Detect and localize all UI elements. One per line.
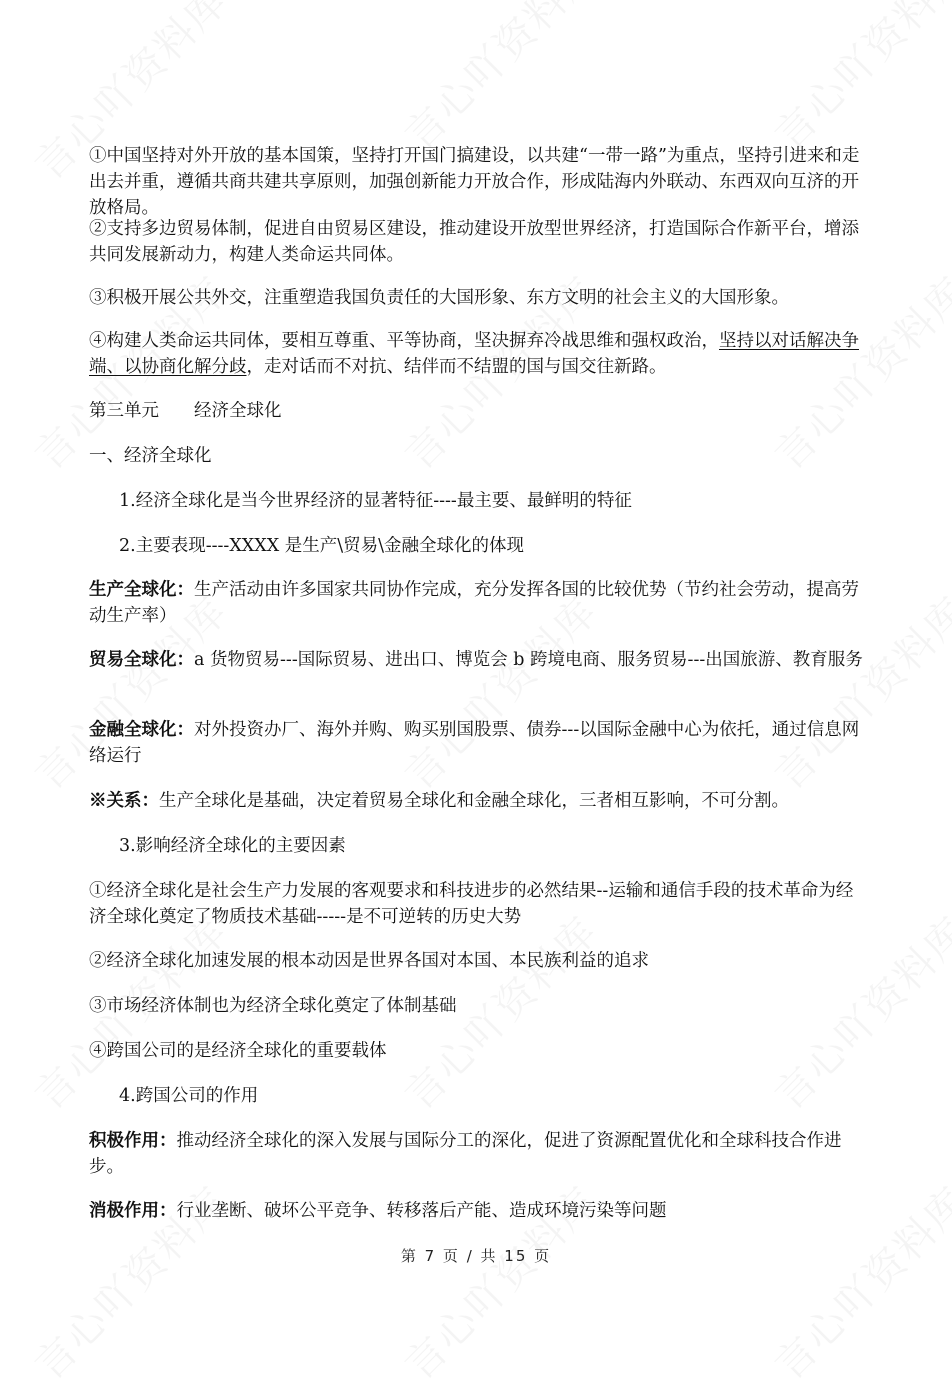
label-production: 生产全球化：: [89, 580, 194, 600]
paragraph-multilateral-trade: ②支持多边贸易体制，促进自由贸易区建设，推动建设开放型世界经济，打造国际合作新平台，增添共同发展新动力，构建人类命运共同体。: [89, 219, 859, 265]
paragraph-relation: ※关系：生产全球化是基础，决定着贸易全球化和金融全球化，三者相互影响，不可分割。: [89, 791, 789, 811]
paragraph-public-diplomacy: ③积极开展公共外交，注重塑造我国负责任的大国形象、东方文明的社会主义的大国形象。: [89, 288, 789, 308]
paragraph-negative-role: 消极作用：行业垄断、破坏公平竞争、转移落后产能、造成环境污染等问题: [89, 1201, 667, 1221]
underlined-text: 坚持以对话解决争端、以协商化解分歧: [89, 331, 859, 377]
paragraph-production: 生产全球化：生产活动由许多国家共同协作完成，充分发挥各国的比较优势（节约社会劳动，提高劳动生产率）: [89, 580, 859, 626]
item-4: 4.跨国公司的作用: [119, 1086, 259, 1106]
factor-3: ③市场经济体制也为经济全球化奠定了体制基础: [89, 996, 457, 1016]
unit-title: 第三单元 经济全球化: [89, 401, 282, 421]
factor-2: ②经济全球化加速发展的根本动因是世界各国对本国、本民族利益的追求: [89, 951, 649, 971]
paragraph-community-shared-future: ④构建人类命运共同体，要相互尊重、平等协商，坚决摒弃冷战思维和强权政治，坚持以对话解决争端、以协商化解分歧，走对话而不对抗、结伴而不结盟的国与国交往新路。: [89, 331, 859, 377]
item-2: 2.主要表现----XXXX 是生产\贸易\金融全球化的体现: [119, 536, 525, 556]
item-3: 3.影响经济全球化的主要因素: [119, 836, 346, 856]
section-title: 一、经济全球化: [89, 446, 212, 466]
label-trade: 贸易全球化：: [89, 650, 194, 670]
factor-4: ④跨国公司的是经济全球化的重要载体: [89, 1041, 387, 1061]
item-1: 1.经济全球化是当今世界经济的显著特征----最主要、最鲜明的特征: [119, 491, 632, 511]
paragraph-positive-role: 积极作用：推动经济全球化的深入发展与国际分工的深化，促进了资源配置优化和全球科技合作进步。: [89, 1131, 842, 1177]
watermark: [390, 0, 608, 160]
paragraph-trade: 贸易全球化：a 货物贸易---国际贸易、进出口、博览会 b 跨境电商、服务贸易---出国旅游、教育服务: [89, 650, 863, 670]
label-positive: 积极作用：: [89, 1131, 177, 1151]
paragraph-opening-up: ①中国坚持对外开放的基本国策，坚持打开国门搞建设，以共建“一带一路”为重点，坚持引进来和走出去并重，遵循共商共建共享原则，加强创新能力开放合作，形成陆海内外联动、东西双向互济的开放格局。: [89, 146, 860, 218]
label-finance: 金融全球化：: [89, 720, 194, 740]
factor-1: ①经济全球化是社会生产力发展的客观要求和科技进步的必然结果--运输和通信手段的技术革命为经济全球化奠定了物质技术基础-----是不可逆转的历史大势: [89, 881, 854, 927]
paragraph-finance: 金融全球化：对外投资办厂、海外并购、购买别国股票、债券---以国际金融中心为依托，通过信息网络运行: [89, 720, 860, 766]
watermark: [760, 0, 952, 160]
label-relation: ※关系：: [89, 791, 159, 811]
page-number-footer: 第 7 页 / 共 15 页: [400, 1247, 552, 1265]
label-negative: 消极作用：: [89, 1201, 177, 1221]
